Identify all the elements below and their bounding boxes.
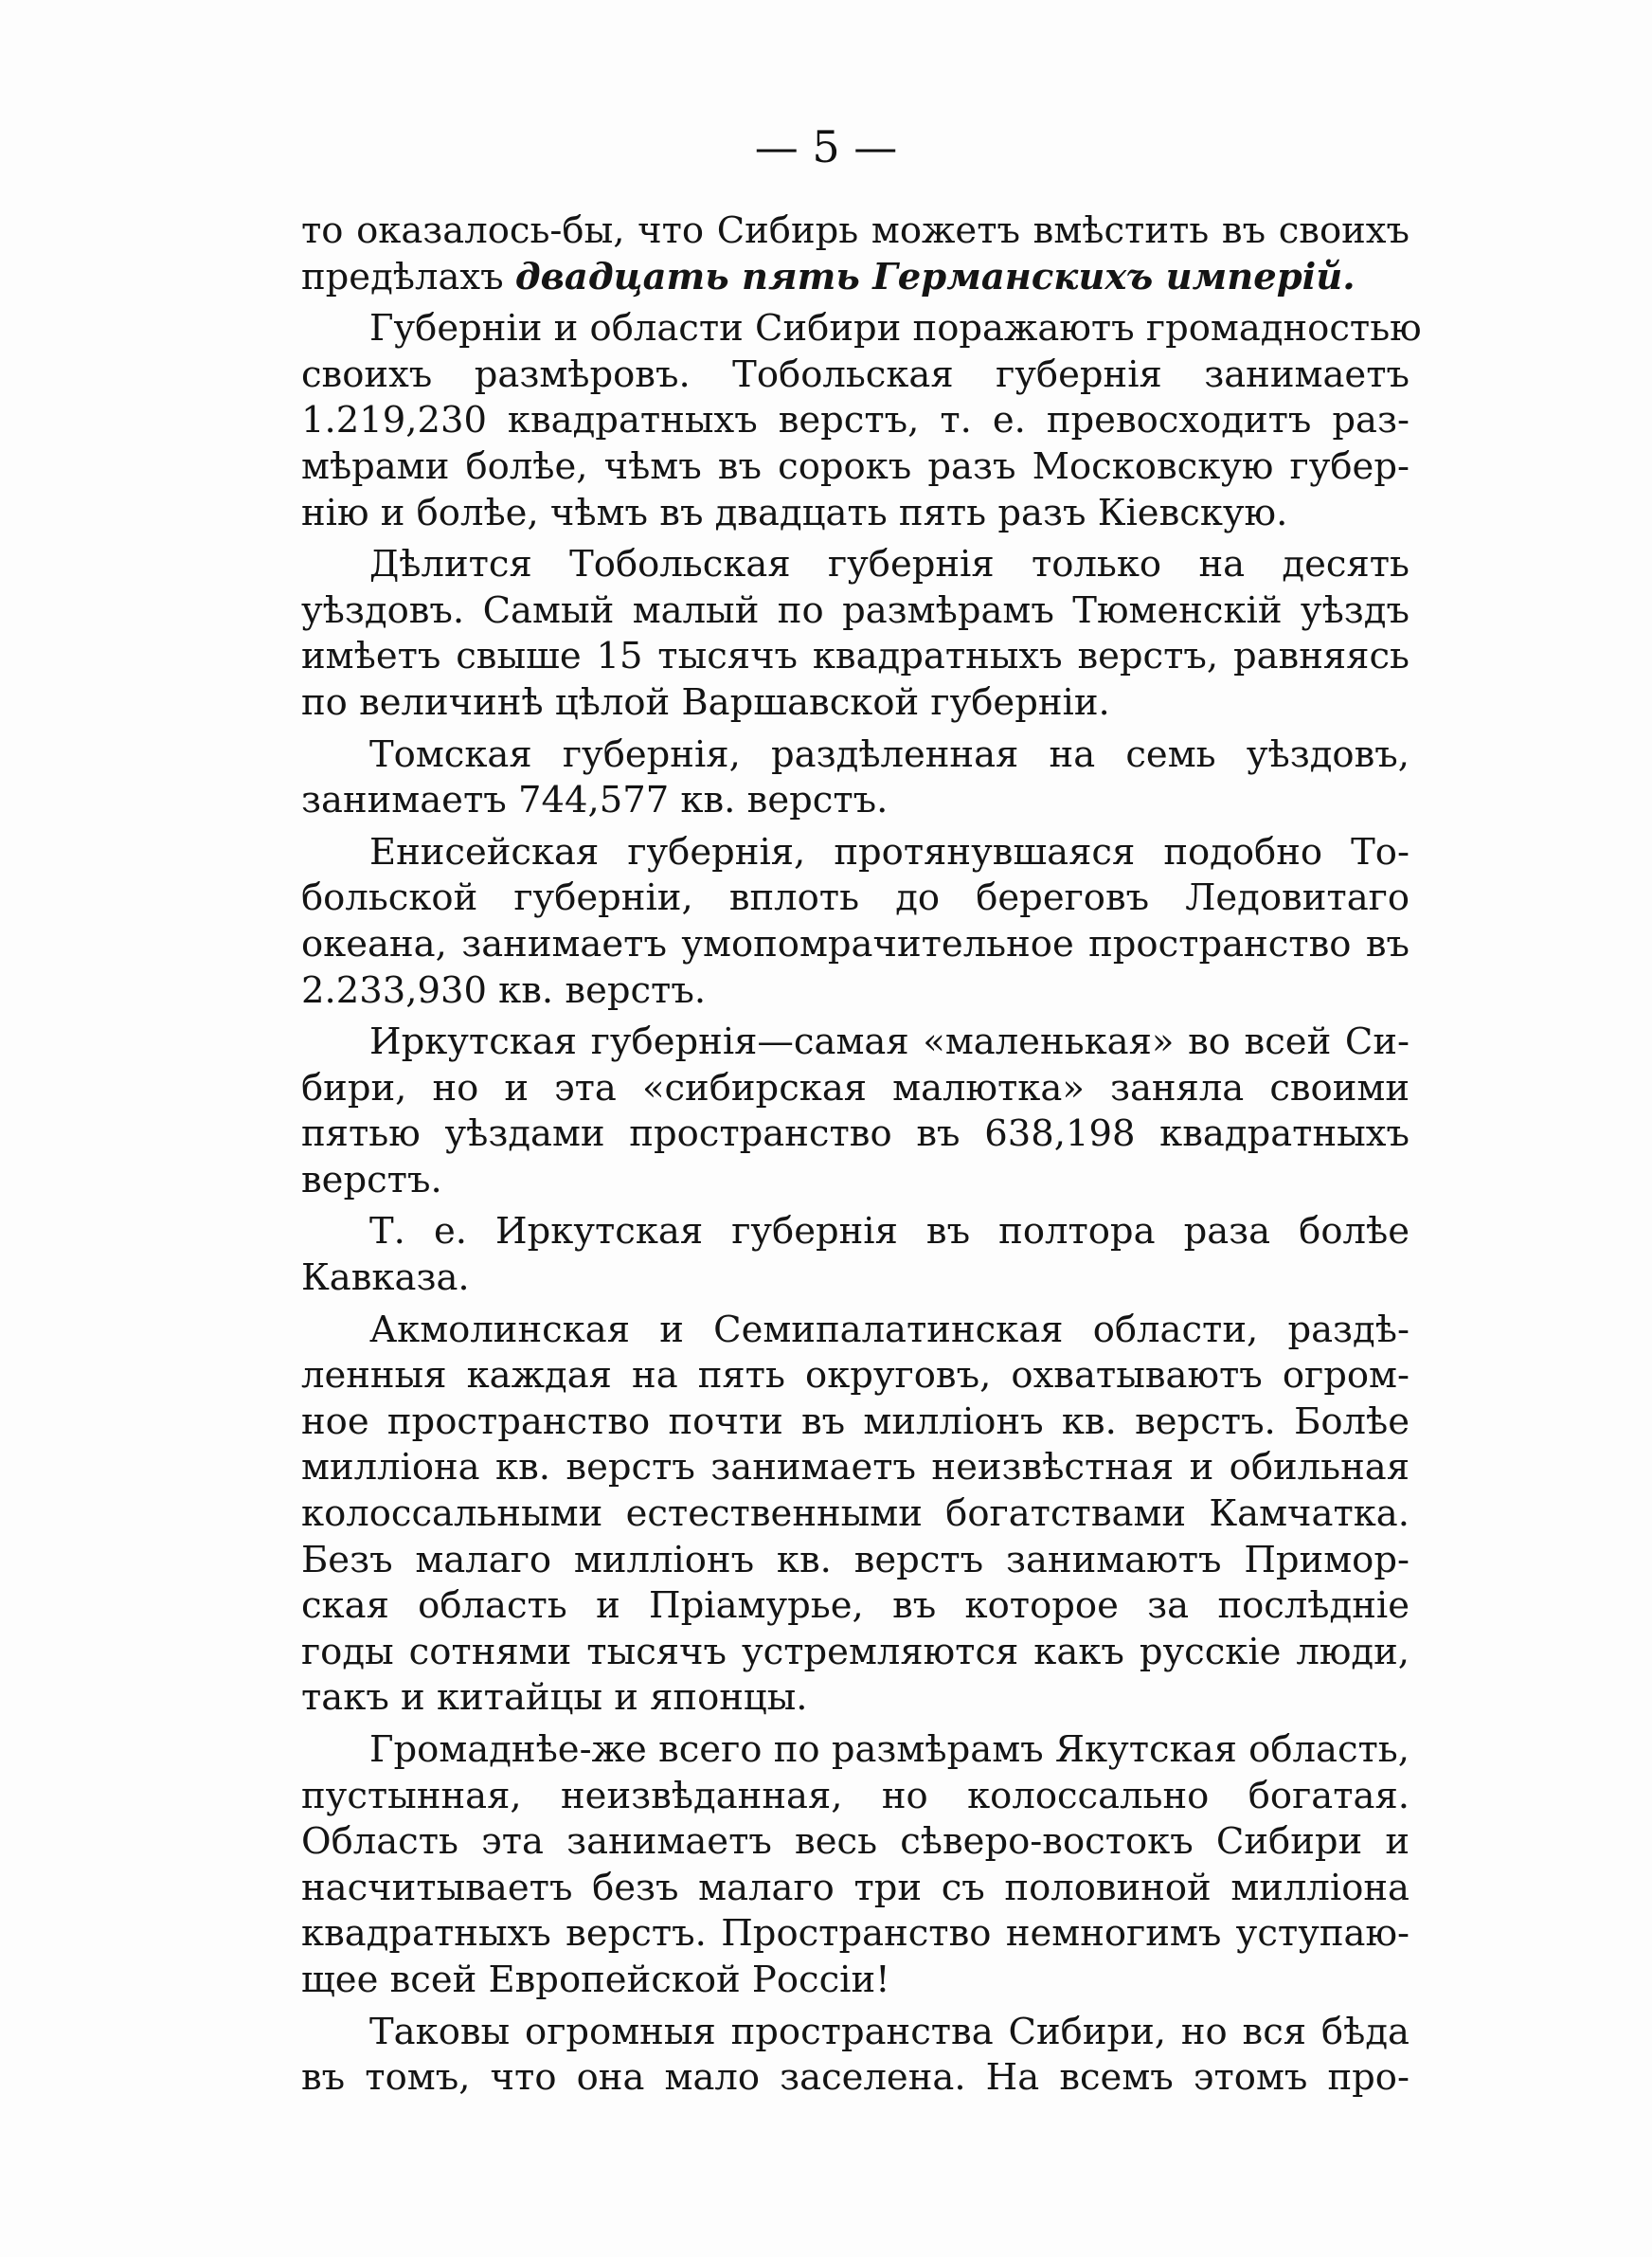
text-line: нію и болѣе, чѣмъ въ двадцать пять разъ Кіевскую.: [301, 491, 1288, 534]
text-line: Кавказа.: [301, 1256, 470, 1300]
emphasized-phrase: двадцать пять Германскихъ имперій.: [514, 255, 1356, 298]
text-line: ская область и Пріамурье, въ которое за послѣдніе: [301, 1584, 1410, 1628]
text-line: верстъ.: [301, 1158, 442, 1201]
text-line: то оказалось-бы, что Сибирь можетъ вмѣстить въ своихъ: [301, 209, 1410, 252]
text-line: Губерніи и области Сибири поражаютъ громадностью: [369, 307, 1422, 351]
paragraph-2: [301, 306, 1422, 536]
paragraph-6: [301, 1020, 1410, 1203]
text-line: уѣздовъ. Самый малый по размѣрамъ Тюменскій уѣздъ: [301, 588, 1410, 632]
text-line: колоссальными естественными богатствами Камчатка.: [301, 1492, 1410, 1536]
text-line: ное пространство почти въ милліонъ кв. верстъ. Болѣе: [301, 1399, 1410, 1443]
text-line: годы сотнями тысячъ устремляются какъ русскіе люди,: [301, 1630, 1410, 1673]
text-line: пятью уѣздами пространство въ 638,198 квадратныхъ: [301, 1112, 1410, 1156]
text-line: 2.233,930 кв. верстъ.: [301, 968, 707, 1012]
text-line: квадратныхъ верстъ. Пространство немногимъ уступаю-: [301, 1912, 1410, 1956]
text-line: Иркутская губернія—самая «маленькая» во всей Си-: [369, 1020, 1410, 1064]
text-line: Енисейская губернія, протянувшаяся подобно То-: [369, 830, 1410, 874]
text-line: Таковы огромныя пространства Сибири, но вся бѣда: [369, 2010, 1410, 2053]
page-number: — 5 —: [754, 121, 898, 172]
paragraph-3: [301, 542, 1410, 726]
paragraph-8: [301, 1308, 1410, 1722]
text-line: Дѣлится Тобольская губернія только на десять: [369, 543, 1410, 587]
text-line: насчитываетъ безъ малаго три съ половиной милліона: [301, 1866, 1410, 1909]
text-line: мѣрами болѣе, чѣмъ въ сорокъ разъ Московскую губер-: [301, 444, 1410, 488]
text-line: занимаетъ 744,577 кв. верстъ.: [301, 779, 889, 822]
text-line: имѣетъ свыше 15 тысячъ квадратныхъ верстъ, равняясь: [301, 635, 1410, 678]
text-line: такъ и китайцы и японцы.: [301, 1676, 808, 1720]
text-line: по величинѣ цѣлой Варшавской губерніи.: [301, 680, 1110, 724]
text-line: ленныя каждая на пять округовъ, охватываютъ огром-: [301, 1354, 1410, 1398]
text-line: пустынная, неизвѣданная, но колоссально богатая.: [301, 1774, 1410, 1817]
text-line: океана, занимаетъ умопомрачительное пространство въ: [301, 922, 1410, 966]
paragraph-7: [301, 1209, 1410, 1301]
paragraph-9: [301, 1727, 1410, 2004]
text-line: 1.219,230 квадратныхъ верстъ, т. е. превосходитъ раз-: [301, 399, 1410, 442]
text-line: щее всей Европейской Россіи!: [301, 1958, 890, 2001]
paragraph-5: [301, 830, 1410, 1014]
text-line: Область эта занимаетъ весь сѣверо-востокъ Сибири и: [301, 1820, 1410, 1864]
text-line: Безъ малаго милліонъ кв. верстъ занимаютъ Примор-: [301, 1538, 1410, 1581]
text-line: [301, 255, 1410, 301]
text-line: бири, но и эта «сибирская малютка» заняла своими: [301, 1066, 1410, 1110]
text-line: въ томъ, что она мало заселена. На всемъ этомъ про-: [301, 2056, 1410, 2100]
text-line: своихъ размѣровъ. Тобольская губернія занимаетъ: [301, 352, 1410, 396]
text-line: Акмолинская и Семипалатинская области, раздѣ-: [369, 1308, 1410, 1351]
text-line: Т. е. Иркутская губернія въ полтора раза болѣе: [369, 1210, 1410, 1254]
text-line-prefix: предѣлахъ: [301, 255, 515, 298]
paragraph-10: [301, 2010, 1410, 2102]
text-line: Громаднѣе-же всего по размѣрамъ Якутская область,: [369, 1728, 1410, 1771]
paragraph-4: [301, 732, 1410, 824]
text-line: милліона кв. верстъ занимаетъ неизвѣстная и обильная: [301, 1446, 1410, 1490]
text-line: больской губерніи, вплоть до береговъ Ледовитаго: [301, 876, 1410, 920]
body-text: [301, 208, 1422, 2107]
text-line: Томская губернія, раздѣленная на семь уѣздовъ,: [369, 732, 1410, 776]
paragraph-1: [301, 208, 1410, 300]
